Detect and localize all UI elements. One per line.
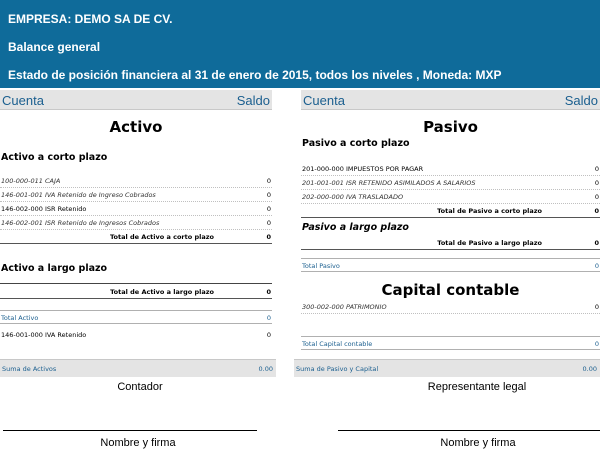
total-activo-row [0,310,272,324]
total-value: 0 [266,288,271,296]
account-value: 0 [266,177,271,185]
pasivo-largo-total [301,236,600,250]
left-name-label: Nombre y firma [100,437,176,449]
account-label: 146-002-000 ISR Retenido [1,205,87,213]
report-header [0,0,600,88]
table-row [301,300,600,314]
total-value: 0 [594,340,599,348]
table-row [301,162,600,176]
pasivo-column-header [301,90,600,110]
account-label: 100-000-011 CAJA [1,177,61,185]
total-label: Total de Pasivo a corto plazo [437,207,542,215]
total-value: 0 [594,239,599,247]
total-label: Total de Activo a largo plazo [110,288,214,296]
account-value: 0 [266,219,271,227]
suma-label: Suma de Pasivo y Capital [296,365,379,373]
activo-largo-title: Activo a largo plazo [1,263,108,274]
account-label: 146-001-000 IVA Retenido [1,331,87,339]
representante-label: Representante legal [427,381,527,393]
saldo-header: Saldo [564,93,598,108]
total-label: Total de Pasivo a largo plazo [437,239,542,247]
account-value: 0 [594,165,599,173]
contador-label: Contador [117,381,163,393]
table-row [0,188,272,202]
activo-corto-total [0,230,272,244]
pasivo-corto-title: Pasivo a corto plazo [302,138,410,149]
suma-pasivo-capital-bar [294,359,600,377]
account-value: 0 [266,191,271,199]
table-row [0,216,272,230]
account-value: 0 [594,179,599,187]
suma-value: 0.00 [258,365,273,373]
total-label: Total Pasivo [302,262,340,270]
total-value: 0 [266,233,271,241]
cuenta-header: Cuenta [303,93,345,108]
capital-title: Capital contable [381,281,520,299]
table-row [301,176,600,190]
account-label: 201-000-000 IMPUESTOS POR PAGAR [302,165,424,173]
suma-label: Suma de Activos [2,365,57,373]
signature-line-left [3,430,257,431]
company-name: EMPRESA: DEMO SA DE CV. [8,12,173,26]
suma-activos-bar [0,359,276,377]
total-label: Total de Activo a corto plazo [109,233,214,241]
pasivo-column [301,88,600,359]
account-label: 146-001-001 IVA Retenido de Ingreso Cobrados [1,191,156,199]
table-row [301,190,600,204]
activo-column-header [0,90,272,110]
suma-value: 0.00 [582,365,597,373]
account-label: 201-001-001 ISR RETENIDO ASIMILADOS A SALARIOS [302,179,476,187]
activo-corto-title: Activo a corto plazo [1,152,108,163]
total-capital-row [301,336,600,350]
table-row [0,202,272,216]
signature-line-right [338,430,600,431]
total-value: 0 [594,207,599,215]
total-value: 0 [594,262,599,270]
divider [0,283,272,284]
pasivo-corto-total [301,204,600,218]
report-subtitle: Estado de posición financiera al 31 de enero de 2015, todos los niveles , Moneda: MXP [8,68,502,82]
account-label: 146-002-001 ISR Retenido de Ingresos Cobrados [1,219,160,227]
cuenta-header: Cuenta [2,93,44,108]
account-value: 0 [594,303,599,311]
total-value: 0 [266,314,271,322]
activo-largo-total [0,285,272,299]
total-label: Total Activo [1,314,39,322]
pasivo-title: Pasivo [423,118,478,136]
right-name-label: Nombre y firma [440,437,516,449]
activo-column [0,88,272,359]
table-row [0,174,272,188]
report-title: Balance general [8,40,101,54]
account-value: 0 [594,193,599,201]
pasivo-largo-title: Pasivo a largo plazo [302,222,409,233]
total-label: Total Capital contable [302,340,373,348]
account-label: 300-002-000 PATRIMONIO [302,303,387,311]
activo-title: Activo [109,118,163,136]
account-label: 202-000-000 IVA TRASLADADO [302,193,404,201]
total-pasivo-row [301,258,600,272]
account-value: 0 [266,331,271,339]
saldo-header: Saldo [236,93,270,108]
table-row [0,328,272,342]
account-value: 0 [266,205,271,213]
